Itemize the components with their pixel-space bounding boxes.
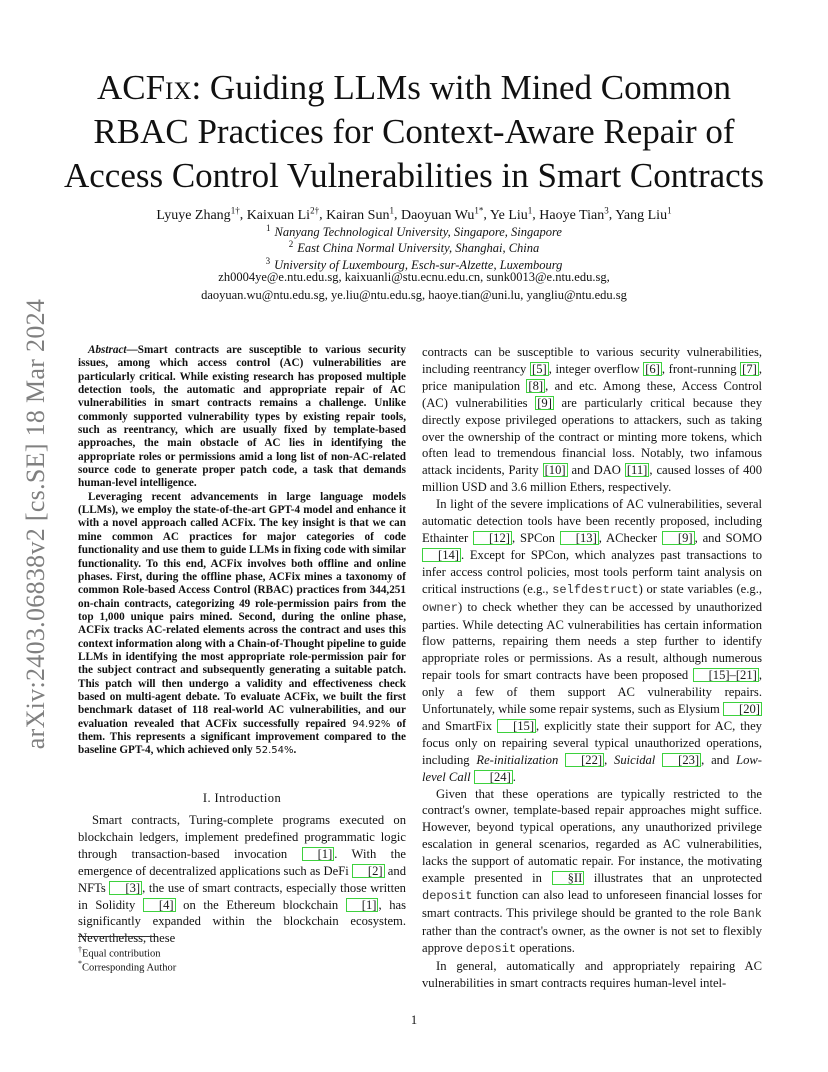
citation-link[interactable]: [15]	[497, 719, 536, 733]
introduction-text	[78, 812, 406, 947]
code-selfdestruct: selfdestruct	[552, 582, 639, 597]
abstract	[78, 344, 406, 758]
footnote-equal-contribution: †Equal contribution	[78, 945, 161, 960]
footnote-corresponding-author: *Corresponding Author	[78, 959, 177, 974]
citation-link[interactable]: [20]	[723, 702, 762, 716]
citation-link[interactable]: [10]	[544, 463, 566, 478]
author: Ye Liu$^1$	[489, 205, 533, 223]
citation-link[interactable]: [14]	[422, 548, 461, 562]
citation-link[interactable]: [13]	[560, 531, 599, 545]
citation-link[interactable]: [4]	[143, 898, 176, 912]
citation-link[interactable]: [23]	[662, 753, 701, 767]
author: Kaixuan $Li^{2\dagger}$	[246, 205, 320, 223]
code-deposit: deposit	[465, 941, 517, 956]
email-line-2: daoyuan.wu@ntu.edu.sg, ye.liu@ntu.edu.sg, haoye.tian@uni.lu, yangliu@ntu.edu.sg	[201, 288, 627, 302]
paper-title	[0, 66, 828, 198]
author: Lyuye Zhang$^{1\dagger}$	[156, 205, 240, 223]
abstract-paragraph-1: Abstract—Smart contracts are susceptible to various security issues, among which access control (AC) vulnerabilities are particularly critical. While existing research has proposed multiple detection tools, the automatic and appropriate repair of AC vulnerabilities in smart contracts remains a challenge. Unlike commonly supported vulnerability types by existing repair tools, such as reentrancy, which are usually fixed by template-based approaches, the main obstacle of AC lies in identifying the appropriate roles or permissions amid a long list of non-AC-related source code to generate proper patch code, a task that demands human-level intelligence.	[78, 344, 406, 490]
citation-link[interactable]: [2]	[352, 864, 385, 878]
right-column-text	[422, 344, 762, 991]
citation-link[interactable]: [5]	[532, 361, 547, 376]
code-deposit: deposit	[422, 889, 473, 903]
citation-link[interactable]: [7]	[742, 361, 757, 376]
code-bank: Bank	[733, 906, 762, 921]
arxiv-identifier: arXiv:2403.06838v2 [cs.SE] 18 Mar 2024	[21, 298, 50, 750]
citation-link[interactable]: [1]	[302, 847, 335, 861]
right-paragraph-2: In light of the severe implications of AC vulnerabilities, several automatic detection tools have been recently proposed, including Ethainter [12] , SPCon [13] , AChecker [9] , and SOMO [14] . Except for SPCon, which analyzes past transactions to infer access control policies, most tools perform taint analysis on critical instructions (e.g., selfdestruct) or state variables (e.g., owner) to check whether they can be accessed by unauthorized parties. While detecting AC vulnerabilities has certain information flow patterns, repairing them needs a step further to identify appropriate roles or permissions. As a result, although numerous repair tools for smart contracts have been proposed [15]–[21] , only a few of them support AC vulnerability repairs. Unfortunately, while some repair systems, such as Elysium [20] and SmartFix [15] , explicitly state their support for AC, they focus only on repairing several typical unauthorized operations, including Re-initialization [22] , Suicidal [23] , and Low-level Call [24] .	[422, 497, 762, 784]
arxiv-sidebar	[16, 289, 56, 759]
citation-link[interactable]: [11]	[626, 463, 648, 478]
affiliation-2: $^2$ East China Normal University, Shanghai, China	[288, 239, 540, 256]
right-paragraph-4: In general, automatically and appropriately repairing AC vulnerabilities in smart contracts requires human-level intel-	[422, 958, 762, 990]
footnote-rule	[78, 936, 158, 937]
title-line-2: RBAC Practices for Context-Aware Repair of	[93, 112, 735, 151]
title-line-1: ACFix: Guiding LLMs with Mined Common	[96, 68, 732, 107]
citation-link[interactable]: [9]	[537, 395, 552, 410]
title-line-3: Access Control Vulnerabilities in Smart Contracts	[63, 156, 765, 195]
author: Daoyuan $Wu^{1*}$	[400, 205, 484, 223]
affiliation-3: $^3$ University of Luxembourg, Esch-sur-Alzette, Luxembourg	[265, 256, 563, 273]
code-owner: owner	[422, 600, 459, 615]
section-heading: I. Introduction	[202, 791, 282, 805]
abstract-paragraph-2: Leveraging recent advancements in large language models (LLMs), we employ the state-of-the-art GPT-4 model and enhance it with a novel approach called ACFix. The key insight is that we can mine common AC practices for major categories of code functionality and use them to guide LLMs in fixing code with similar functionality. To this end, ACFix involves both offline and online phases. First, during the offline phase, ACFix mines a taxonomy of common Role-based Access Control (RBAC) practices from 344,251 on-chain contracts, categorizing 49 role-permission pairs from the top 1,000 unique pairs mined. Second, during the online phase, ACFix tracks AC-related elements across the contract and uses this context information along with a Chain-of-Thought pipeline to guide LLMs in identifying the most appropriate role-permission pair for the subject contract and subsequently generating a suitable patch. This patch will then undergo a validity and effectiveness check based on multi-agent debate. To evaluate ACFix, we built the first benchmark dataset of 118 real-world AC vulnerabilities, and our evaluation revealed that ACFix successfully repaired 94.92% of them. This represents a significant improvement compared to the baseline GPT-4, which achieved only 52.54%.	[78, 490, 406, 757]
right-paragraph-1: contracts can be susceptible to various security vulnerabilities, including reentrancy [5] , integer overflow [6] , front-running [7] , price manipulation [8] , and etc. Among these, Access Control (AC) vulnerabilities [9] are particularly critical because they directly expose privileged operations to attackers, such as taking over the ownership of the contract or minting more tokens, which often lead to tremendous financial loss. Notably, two infamous attack incidents, Parity [10] and DAO [11] , caused losses of 400 million USD and 3.6 million Ethers, respectively.	[422, 345, 762, 495]
citation-link[interactable]: [22]	[565, 753, 604, 767]
citation-link[interactable]: [24]	[474, 770, 513, 784]
citation-link[interactable]: [9]	[662, 531, 695, 545]
affiliation-1: $^1$ Nanyang Technological University, Singapore, Singapore	[266, 223, 562, 240]
author: Yang Liu$^1$	[615, 205, 672, 223]
author: Haoye Tian$^3$	[539, 205, 609, 223]
intro-paragraph-1: Smart contracts, Turing-complete programs executed on blockchain ledgers, implement predefined programmatic logic through transaction-based invocation [1] . With the emergence of decentralized applications such as DeFi [2] and NFTs [3] , the use of smart contracts, especially those written in Solidity [4] on the Ethereum blockchain [1] , has significantly expanded within the blockchain ecosystem. Nevertheless, these	[78, 813, 406, 946]
citation-link[interactable]: [1]	[346, 898, 379, 912]
citation-link[interactable]: [8]	[528, 378, 544, 393]
author-list: Lyuye Zhang$^{1\dagger}$, Kaixuan $Li^{2\dagger}$, Kairan Sun$^1$, Daoyuan $Wu^{1*}$, Ye Liu$^1$, Haoye Tian$^3$, Yang Liu$^1$	[156, 205, 672, 223]
section-link[interactable]: §II	[552, 871, 585, 885]
author: Kairan Sun$^1$	[326, 205, 394, 223]
citation-link[interactable]: [15]–[21]	[693, 668, 759, 682]
right-paragraph-3: Given that these operations are typically restricted to the contract's owner, template-based repair approaches might suffice. However, beyond typical operations, any unauthorized privilege escalation in general scenarios, regarded as AC vulnerabilities, lacks the support of automatic repair. For instance, the motivating example presented in §II illustrates that an unprotected deposit function can also lead to unforeseen financial losses for smart contracts. This privilege should be granted to the role Bank rather than the contract's owner, as the owner is not set to flexibly approve deposit operations.	[422, 786, 763, 956]
citation-link[interactable]: [3]	[109, 881, 142, 895]
email-line-1: zh0004ye@e.ntu.edu.sg, kaixuanli@stu.ecnu.edu.cn, sunk0013@e.ntu.edu.sg,	[218, 270, 610, 284]
citation-link[interactable]: [12]	[473, 531, 512, 545]
page-number: 1	[410, 1013, 418, 1027]
citation-link[interactable]: [6]	[645, 361, 660, 376]
